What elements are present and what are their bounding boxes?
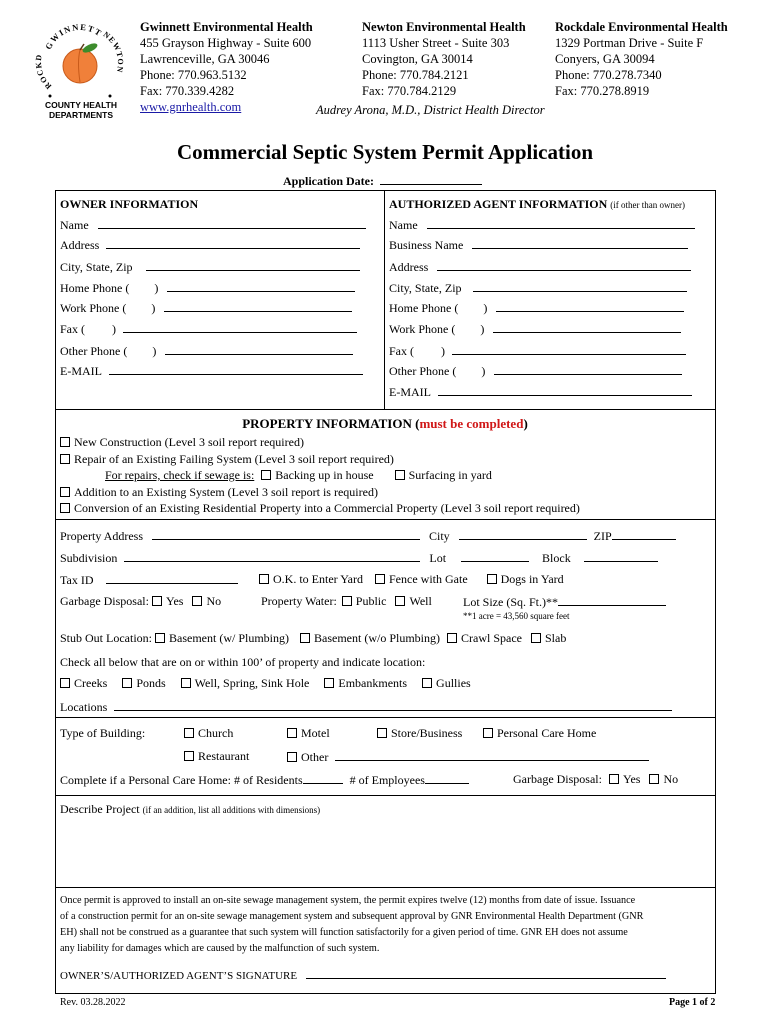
well-spring-checkbox[interactable] [181,678,191,688]
stub-out-row: Stub Out Location: Basement (w/ Plumbing) Basement (w/o Plumbing) Crawl Space Slab [60,631,567,645]
other-field[interactable] [335,749,649,761]
agent-email-field[interactable] [438,384,692,396]
block-field[interactable] [584,550,658,562]
owner-other-phone-label: Other Phone ( [60,344,128,358]
signature-row [60,967,666,982]
checkbox[interactable] [287,728,297,738]
subdivision-field[interactable] [124,550,420,562]
office-name: Rockdale Environmental Health [555,20,728,34]
agent-work-phone-label: Work Phone ( [389,322,456,336]
features-row: Creeks Ponds Well, Spring, Sink Hole Embankments Gullies [60,676,471,691]
disclaimer: Once permit is approved to install an on-site sewage management system, the permit expires twelve (12) months from date of issue. Issuance of a construction permit for an on-site sewage management system and subsequent approval by GNR Environmental Health Department (GNR EH) shall not be construed as a guarantee that such system will function satisfactorily for a given period of time. GNR EH does not assume any liability for damages which are caused by the malfunction of such system. [60,895,644,954]
office-street: 1113 Usher Street - Suite 303 [362,36,510,50]
owner-other-phone-field[interactable] [165,343,353,355]
owner-address-row [60,237,360,253]
checkbox[interactable] [60,503,70,513]
signature-label: OWNER’S/AUTHORIZED AGENT’S SIGNATURE [60,970,298,982]
surfacing-checkbox[interactable] [395,470,405,480]
describe-area[interactable] [58,818,712,884]
agent-email-row [389,384,692,400]
office-name: Gwinnett Environmental Health [140,20,313,34]
agent-business-row [389,237,688,253]
owner-home-phone-row: Home Phone ( ) [60,280,355,296]
water-public-checkbox[interactable] [342,596,352,606]
agent-name-label: Name [389,218,418,232]
logo-ring-rockdale: ROCKD [33,53,54,91]
prop-city-field[interactable] [459,528,587,540]
tax-id-field[interactable] [106,572,238,584]
page-title: Commercial Septic System Permit Application [176,140,594,164]
property-heading: PROPERTY INFORMATION [242,416,412,431]
opt-addition[interactable]: Addition to an Existing System (Level 3 soil report is required) [60,485,378,500]
acre-note: **1 acre = 43,560 square feet [463,611,570,621]
building-type-label: Type of Building: [60,726,146,740]
restaurant-option[interactable]: Restaurant [184,749,249,764]
website-link[interactable]: www.gnrhealth.com [140,100,242,114]
svg-text:ROCKDALE [30,14,53,91]
garbage-yes-checkbox[interactable] [152,596,162,606]
owner-address-label: Address [60,238,100,252]
pch-garbage-yes-checkbox[interactable] [609,774,619,784]
owner-address-field[interactable] [106,237,360,249]
opt-new-construction[interactable]: New Construction (Level 3 soil report required) [60,435,304,450]
checkbox[interactable] [60,454,70,464]
agent-fax-label: Fax ( [389,344,414,358]
describe-label: Describe Project [60,802,140,816]
embankments-checkbox[interactable] [324,678,334,688]
agent-home-phone-field[interactable] [496,300,684,312]
agent-work-phone-field[interactable] [493,321,681,333]
office-street: 455 Grayson Highway - Suite 600 [140,36,312,50]
agent-fax-row: Fax ( ) [389,343,686,359]
locations-field[interactable] [114,699,672,711]
owner-fax-field[interactable] [123,321,357,333]
owner-email-label: E-MAIL [60,364,102,378]
office-city: Conyers, GA 30094 [555,52,655,66]
pch-details-row: Complete if a Personal Care Home: # of Residents # of Employees [60,772,469,788]
application-date-label: Application Date: [283,174,374,188]
logo-label-line1: COUNTY HEALTH [45,100,117,110]
checkbox[interactable] [60,487,70,497]
owner-home-phone-label: Home Phone ( [60,281,130,295]
office-name: Newton Environmental Health [362,20,526,34]
agent-name-row [389,217,695,233]
office-street: 1329 Portman Drive - Suite F [555,36,704,50]
agent-name-field[interactable] [427,217,695,229]
owner-city-label: City, State, Zip [60,260,133,274]
garbage-water-row: Garbage Disposal: Yes No [60,594,222,608]
checkbox[interactable] [184,751,194,761]
office-fax: Fax: 770.784.2129 [362,84,457,98]
water-row: Property Water: Public Well [261,594,432,608]
office-rockdale [555,19,728,99]
agent-address-label: Address [389,260,429,274]
revision-date: Rev. 03.28.2022 [60,997,126,1008]
fence-checkbox[interactable] [375,574,385,584]
agent-home-phone-label: Home Phone ( [389,301,459,315]
owner-work-phone-field[interactable] [164,300,352,312]
office-city: Covington, GA 30014 [362,52,473,66]
agent-address-row [389,259,691,275]
owner-city-field[interactable] [146,259,360,271]
prop-address-row: Property Address City ZIP [60,528,676,544]
application-date-field[interactable] [380,173,482,185]
agent-other-phone-label: Other Phone ( [389,364,457,378]
office-gwinnett [140,19,313,115]
lot-size-field[interactable] [558,594,666,606]
residents-field[interactable] [303,772,343,784]
property-heading-row: PROPERTY INFORMATION (must be completed) [242,416,528,431]
motel-option[interactable]: Motel [287,726,330,741]
backing-checkbox[interactable] [261,470,271,480]
agent-home-phone-row: Home Phone ( ) [389,300,684,316]
owner-name-row [60,217,366,233]
gnr-logo [30,14,130,124]
office-newton [362,19,526,99]
office-phone: Phone: 770.278.7340 [555,68,662,82]
prop-address-field[interactable] [152,528,420,540]
church-option[interactable]: Church [184,726,233,741]
owner-fax-row: Fax ( ) [60,321,357,337]
logo-ring-gwinnett: GWINNETT [43,21,105,52]
svg-text:NEWTON [102,30,125,74]
describe-row [60,802,320,817]
agent-other-phone-row: Other Phone ( ) [389,363,682,379]
logo-label-line2: DEPARTMENTS [48,110,114,120]
slab-checkbox[interactable] [531,633,541,643]
owner-home-phone-field[interactable] [167,280,355,292]
agent-business-label: Business Name [389,238,464,252]
checkbox[interactable] [483,728,493,738]
office-fax: Fax: 770.339.4282 [140,84,235,98]
owner-other-phone-row: Other Phone ( ) [60,343,353,359]
opt-conversion[interactable]: Conversion of an Existing Residential Property into a Commercial Property (Level 3 soil report required) [60,501,580,516]
ok-enter-checkbox[interactable] [259,574,269,584]
office-phone: Phone: 770.784.2121 [362,68,469,82]
agent-city-field[interactable] [473,280,687,292]
agent-heading-row [389,197,685,212]
repair-sewage-row: For repairs, check if sewage is: Backing up in house Surfacing in yard [105,468,492,482]
lot-size-row: Lot Size (Sq. Ft.)** [463,594,666,610]
lot-field[interactable] [461,550,529,562]
prop-zip-field[interactable] [612,528,676,540]
page-number: Page 1 of 2 [669,997,716,1008]
agent-business-field[interactable] [472,237,688,249]
creeks-checkbox[interactable] [60,678,70,688]
must-be-completed: must be completed [419,416,524,431]
store-option[interactable]: Store/Business [377,726,462,741]
agent-fax-field[interactable] [452,343,686,355]
owner-email-field[interactable] [109,363,363,375]
repairs-label: For repairs, check if sewage is: [105,468,255,482]
employees-field[interactable] [425,772,469,784]
peach-logo-icon [30,14,130,104]
ponds-checkbox[interactable] [122,678,132,688]
agent-work-phone-row: Work Phone ( ) [389,321,681,337]
checkbox[interactable] [60,437,70,447]
agent-heading: AUTHORIZED AGENT INFORMATION [389,197,608,211]
agent-email-label: E-MAIL [389,385,431,399]
signature-field[interactable] [306,967,666,979]
basement-wo-checkbox[interactable] [300,633,310,643]
application-date-row [283,173,482,189]
checkbox[interactable] [377,728,387,738]
garbage-no-checkbox[interactable] [192,596,202,606]
owner-name-field[interactable] [98,217,366,229]
gullies-checkbox[interactable] [422,678,432,688]
owner-fax-label: Fax ( [60,322,85,336]
agent-city-label: City, State, Zip [389,281,462,295]
water-well-checkbox[interactable] [395,596,405,606]
agent-heading-note: (if other than owner) [610,200,685,210]
owner-work-phone-label: Work Phone ( [60,301,127,315]
owner-email-row [60,363,363,379]
owner-work-phone-row: Work Phone ( ) [60,300,352,316]
opt-repair[interactable]: Repair of an Existing Failing System (Level 3 soil report required) [60,452,394,467]
owner-city-row [60,259,360,275]
office-fax: Fax: 770.278.8919 [555,84,650,98]
check-all-label: Check all below that are on or within 100’ of property and indicate location: [60,655,426,669]
pch-option[interactable]: Personal Care Home [483,726,596,741]
other-option[interactable]: Other [287,749,649,765]
describe-note: (if an addition, list all additions with dimensions) [142,805,321,815]
crawl-checkbox[interactable] [447,633,457,643]
agent-other-phone-field[interactable] [494,363,682,375]
checkbox[interactable] [287,752,297,762]
agent-address-field[interactable] [437,259,691,271]
dogs-checkbox[interactable] [487,574,497,584]
basement-w-checkbox[interactable] [155,633,165,643]
owner-heading: OWNER INFORMATION [60,197,199,211]
locations-row: Locations [60,699,672,715]
pch-garbage-no-checkbox[interactable] [649,774,659,784]
agent-city-row [389,280,687,296]
director-line: Audrey Arona, M.D., District Health Director [316,103,545,117]
office-phone: Phone: 770.963.5132 [140,68,247,82]
pch-garbage-row: Garbage Disposal: Yes No [513,772,679,786]
office-city: Lawrenceville, GA 30046 [140,52,270,66]
tax-id-row: Tax ID [60,572,238,588]
logo-ring-newton: NEWTON [101,29,126,74]
owner-name-label: Name [60,218,89,232]
subdivision-row: Subdivision Lot Block [60,550,658,566]
yard-options-row: O.K. to Enter Yard Fence with Gate Dogs in Yard [259,572,564,587]
checkbox[interactable] [184,728,194,738]
